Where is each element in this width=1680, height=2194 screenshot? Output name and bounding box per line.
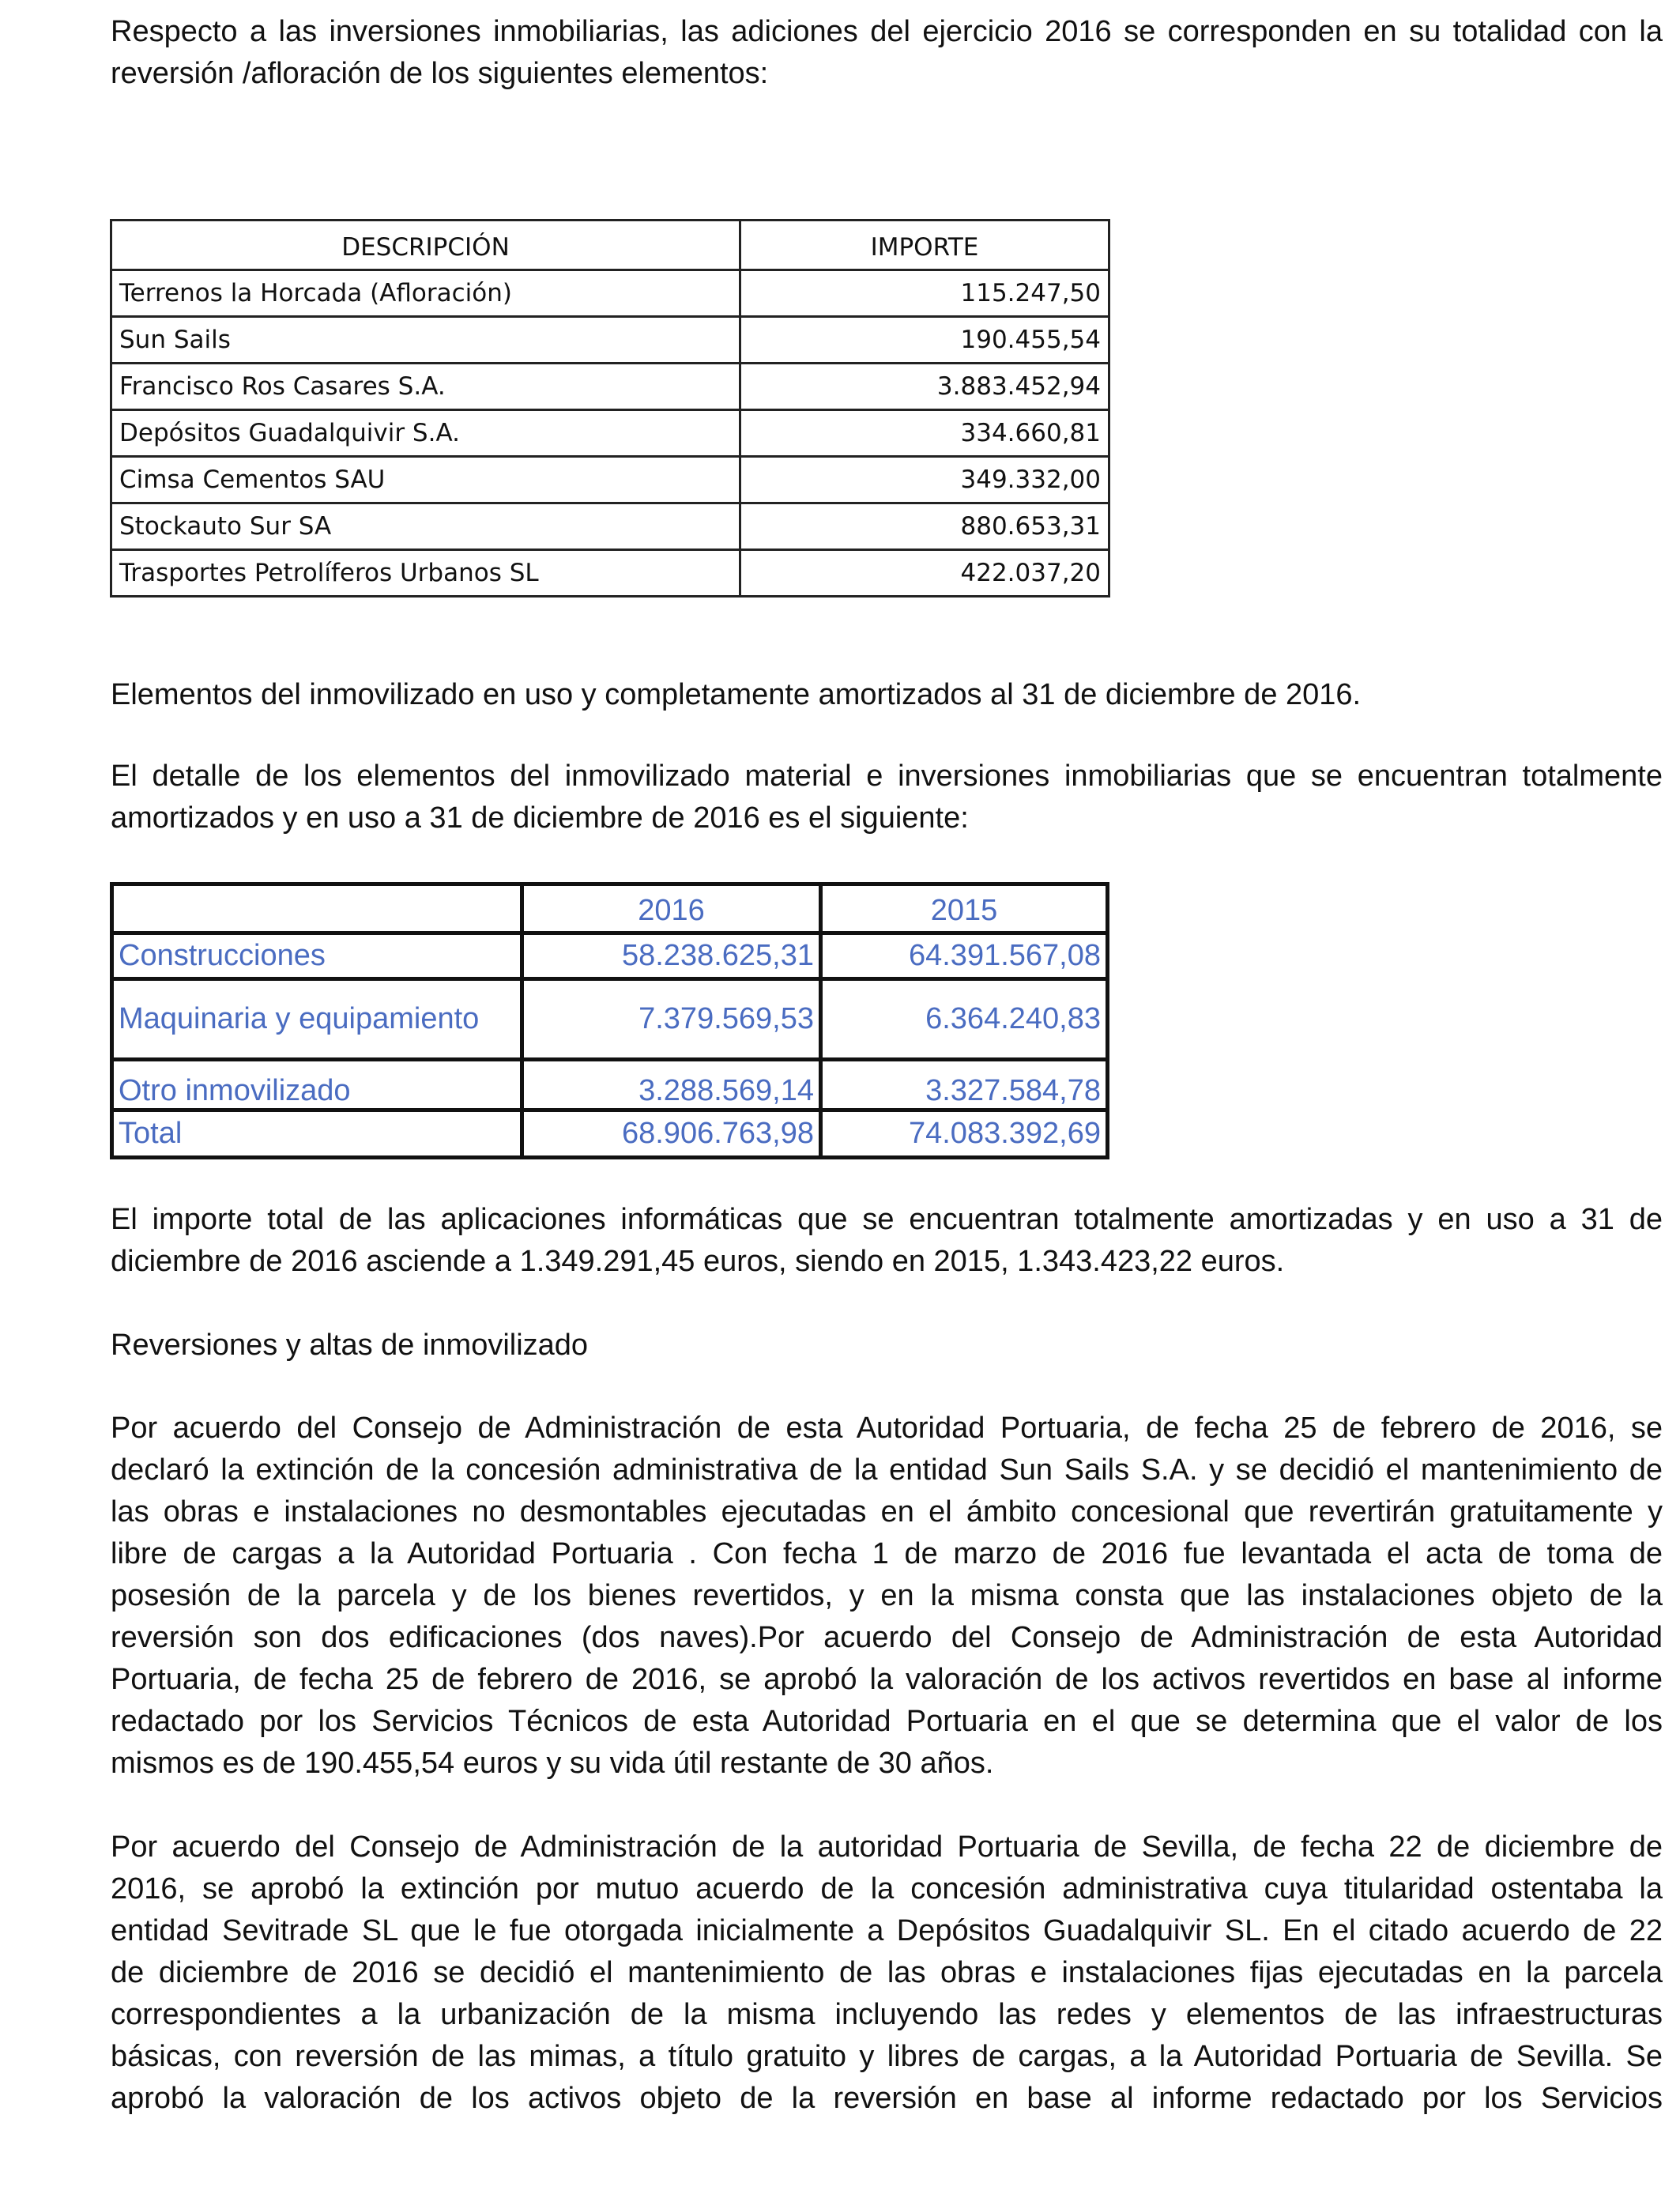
text-line: Reversiones y altas de inmovilizado [111, 1329, 589, 1362]
cell-amount: 422.037,20 [740, 550, 1109, 597]
cell-2016: 3.288.569,14 [522, 1060, 821, 1110]
cell-amount: 3.883.452,94 [740, 364, 1109, 410]
text-line: Respecto a las inversiones inmobiliarias, las adiciones del ejercicio 2016 se corresponden en su totalidad con la [111, 15, 1663, 48]
text-line: posesión de la parcela y de los bienes revertidos, y en la misma consta que las instalaciones objeto de la [111, 1579, 1663, 1612]
text-line: entidad Sevitrade SL que le fue otorgada inicialmente a Depósitos Guadalquivir SL. En el citado acuerdo de 22 [111, 1914, 1663, 1947]
table-row [111, 317, 1109, 364]
text-line: reversión son dos edificaciones (dos naves).Por acuerdo del Consejo de Administración de esta Autoridad [111, 1621, 1663, 1654]
table-row [112, 979, 1108, 1060]
text-line: Por acuerdo del Consejo de Administración de esta Autoridad Portuaria, de fecha 25 de febrero de 2016, se [111, 1412, 1663, 1445]
text-line: El detalle de los elementos del inmovilizado material e inversiones inmobiliarias que se encuentran totalmente [111, 760, 1663, 793]
cell-description: Trasportes Petrolíferos Urbanos SL [111, 550, 740, 597]
sun-sails-paragraph [111, 1408, 1663, 1785]
table-header-row [111, 221, 1109, 270]
cell-amount: 349.332,00 [740, 457, 1109, 503]
section-heading [111, 674, 1663, 716]
text-line: de diciembre de 2016 se decidió el mantenimiento de las obras e instalaciones fijas ejecutadas en la parcela [111, 1956, 1663, 1989]
text-line: reversión /afloración de los siguientes elementos: [111, 57, 769, 90]
text-line: redactado por los Servicios Técnicos de esta Autoridad Portuaria en el que se determina que el valor de los [111, 1705, 1663, 1738]
table-row [111, 550, 1109, 597]
column-header-2015: 2015 [821, 884, 1108, 933]
table-row [112, 933, 1108, 979]
cell-amount: 190.455,54 [740, 317, 1109, 364]
text-line: Elementos del inmovilizado en uso y completamente amortizados al 31 de diciembre de 2016. [111, 678, 1362, 711]
cell-description: Terrenos la Horcada (Afloración) [111, 270, 740, 317]
cell-2015: 74.083.392,69 [821, 1110, 1108, 1158]
text-line: Portuaria, de fecha 25 de febrero de 2016, se aprobó la valoración de los activos revertidos en base al informe [111, 1663, 1663, 1696]
detail-paragraph [111, 756, 1663, 839]
cell-2016: 68.906.763,98 [522, 1110, 821, 1158]
cell-amount: 334.660,81 [740, 410, 1109, 457]
cell-description: Francisco Ros Casares S.A. [111, 364, 740, 410]
cell-description: Cimsa Cementos SAU [111, 457, 740, 503]
table-row [111, 270, 1109, 317]
text-line: El importe total de las aplicaciones informáticas que se encuentran totalmente amortizadas y en uso a 31 de [111, 1203, 1663, 1236]
cell-label: Total [112, 1110, 522, 1158]
text-line: básicas, con reversión de las mimas, a título gratuito y libres de cargas, a la Autoridad Portuaria de Sevilla. Se [111, 2040, 1663, 2073]
cell-2015: 6.364.240,83 [821, 979, 1108, 1060]
cell-2015: 3.327.584,78 [821, 1060, 1108, 1110]
table-row-total [112, 1110, 1108, 1158]
text-line: diciembre de 2016 asciende a 1.349.291,45 euros, siendo en 2015, 1.343.423,22 euros. [111, 1245, 1285, 1278]
table-row [111, 410, 1109, 457]
text-line: libre de cargas a la Autoridad Portuaria . Con fecha 1 de marzo de 2016 fue levantada el acta de toma de [111, 1537, 1663, 1570]
table-row [112, 1060, 1108, 1110]
cell-amount: 880.653,31 [740, 503, 1109, 550]
cell-label: Construcciones [112, 933, 522, 979]
additions-table [110, 219, 1110, 598]
reversions-heading [111, 1325, 1663, 1367]
table-row [111, 503, 1109, 550]
column-header-blank [112, 884, 522, 933]
text-line: las obras e instalaciones no desmontables ejecutadas en el ámbito concesional que revertirán gratuitamente y [111, 1495, 1663, 1529]
text-line: declaró la extinción de la concesión administrativa de la entidad Sun Sails S.A. y se decidió el mantenimiento de [111, 1453, 1663, 1487]
column-header-2016: 2016 [522, 884, 821, 933]
text-line: amortizados y en uso a 31 de diciembre de 2016 es el siguiente: [111, 801, 969, 835]
table-row [111, 457, 1109, 503]
table-row [111, 364, 1109, 410]
text-line: aprobó la valoración de los activos objeto de la reversión en base al informe redactado por los Servicios [111, 2082, 1663, 2115]
column-header-description: DESCRIPCIÓN [111, 221, 740, 270]
cell-amount: 115.247,50 [740, 270, 1109, 317]
amortized-assets-table [110, 882, 1109, 1159]
cell-2016: 7.379.569,53 [522, 979, 821, 1060]
column-header-amount: IMPORTE [740, 221, 1109, 270]
text-line: correspondientes a la urbanización de la misma incluyendo las redes y elementos de las infraestructuras [111, 1998, 1663, 2031]
table-header-row [112, 884, 1108, 933]
cell-label: Otro inmovilizado [112, 1060, 522, 1110]
text-line: mismos es de 190.455,54 euros y su vida útil restante de 30 años. [111, 1747, 994, 1780]
sevitrade-paragraph [111, 1826, 1663, 2120]
software-paragraph [111, 1199, 1663, 1283]
text-line: 2016, se aprobó la extinción por mutuo acuerdo de la concesión administrativa cuya titularidad ostentaba la [111, 1872, 1663, 1906]
text-line: Por acuerdo del Consejo de Administración de la autoridad Portuaria de Sevilla, de fecha 22 de diciembre de [111, 1830, 1663, 1864]
cell-description: Depósitos Guadalquivir S.A. [111, 410, 740, 457]
cell-2016: 58.238.625,31 [522, 933, 821, 979]
cell-description: Stockauto Sur SA [111, 503, 740, 550]
cell-description: Sun Sails [111, 317, 740, 364]
cell-label: Maquinaria y equipamiento [112, 979, 522, 1060]
intro-paragraph [111, 11, 1663, 95]
cell-2015: 64.391.567,08 [821, 933, 1108, 979]
